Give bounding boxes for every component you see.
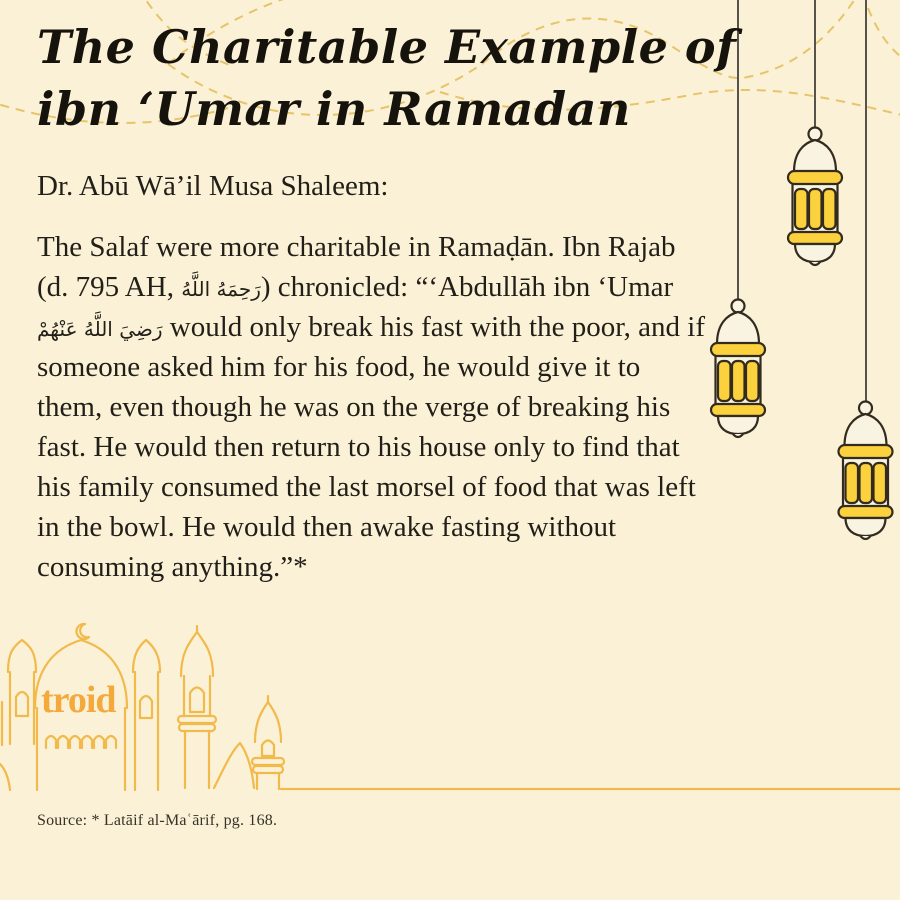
source-citation: Source: * Latāif al-Maʿārif, pg. 168.	[37, 812, 278, 829]
quote-part-3: would only break his fast with the poor, and if someone asked him for his food, he would give it to them, even though he was on the verge of breaking his fast. He would then return to his house only to find that his family consumed the last morsel of food that was left in the bowl. He would then awake fasting without consuming anything.”*	[37, 311, 706, 583]
hanging-lantern-icon	[834, 400, 897, 542]
troid-logo: troid	[41, 679, 116, 721]
quote-part-2: ) chronicled: “‘Abdullāh ibn ‘Umar	[260, 271, 674, 303]
lantern-string	[814, 0, 816, 132]
title-line-1: The Charitable Example of	[37, 20, 737, 74]
crescent-icon	[76, 624, 89, 639]
quote-part-1: The Salaf were more charitable in Ramaḍān. Ibn Rajab (d. 795 AH,	[37, 231, 676, 303]
mosque-outline-icon	[0, 624, 900, 790]
lantern-string	[737, 0, 739, 303]
page-title	[37, 16, 737, 140]
hanging-lantern-icon	[785, 126, 845, 268]
author-attribution: Dr. Abū Wā’il Musa Shaleem:	[37, 170, 389, 202]
arabic-honorific-radiallahuanhum: رَضِيَ اللَّهُ عَنْهُمْ	[37, 317, 163, 341]
hanging-lantern-icon	[708, 298, 768, 440]
quote-body	[37, 227, 709, 587]
title-line-2: ibn ‘Umar in Ramadan	[37, 82, 631, 136]
arabic-honorific-rahimahullah: رَحِمَهُ اللَّهُ	[181, 277, 261, 301]
lantern-string	[865, 0, 867, 404]
